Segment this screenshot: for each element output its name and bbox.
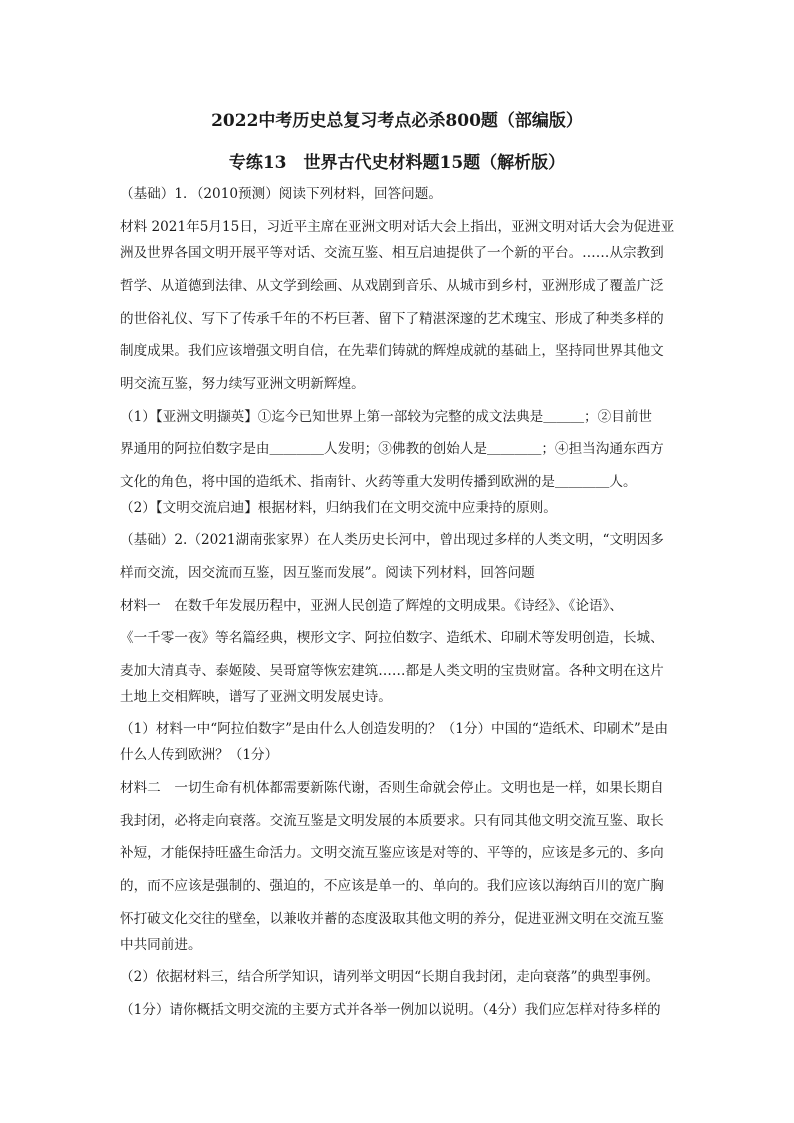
question-2-part-1: （1）材料一中“阿拉伯数字”是由什么人创造发明的？（1分）中国的“造纸术、印刷术”是由 [120, 721, 669, 737]
question-1-part-2: （2）【文明交流启迪】根据材料，归纳我们在文明交流中应秉持的原则。 [120, 500, 557, 516]
question-1-header: （基础）1．（2010预测）阅读下列材料，回答问题。 [120, 186, 442, 202]
question-2-part-2: （2）依据材料三，结合所学知识，请列举文明因“长期自我封闭，走向衰落”的典型事例。 [120, 969, 660, 985]
question-2-header: （基础）2.（2021湖南张家界）在人类历史长河中，曾出现过多样的人类文明，“文明因多 [120, 532, 664, 548]
text-line: 文化的角色，将中国的造纸术、指南针、火药等重大发明传播到欧洲的是＿＿＿＿人。 [120, 474, 637, 490]
text-line: 界通用的阿拉伯数字是由＿＿＿＿人发明；③佛教的创始人是＿＿＿＿；④担当沟通东西方 [120, 441, 664, 457]
text-line: 明交流互鉴，努力续写亚洲文明新辉煌。 [120, 376, 365, 392]
text-line: 洲及世界各国文明开展平等对话、交流互鉴、相互启迪提供了一个新的平台。……从宗教到 [120, 245, 664, 261]
text-line: 哲学、从道德到法律、从文学到绘画、从戏剧到音乐、从城市到乡村，亚洲形成了覆盖广泛 [120, 278, 664, 294]
document-subtitle: 专练13 世界古代史材料题15题（解析版） [228, 153, 566, 173]
text-line: 《一千零一夜》等名篇经典，楔形文字、阿拉伯数字、造纸术、印刷术等发明创造，长城、 [120, 630, 664, 646]
document-title: 2022中考历史总复习考点必杀800题（部编版） [211, 111, 583, 131]
text-line: 土地上交相辉映，谱写了亚洲文明发展史诗。 [120, 689, 392, 705]
text-line: 的，而不应该是强制的、强迫的，不应该是单一的、单向的。我们应该以海纳百川的宽广胸 [120, 878, 664, 894]
text-line: 中共同前进。 [120, 937, 202, 953]
material-1: 材料一 在数千年发展历程中，亚洲人民创造了辉煌的文明成果。《诗经》、《论语》、 [120, 598, 623, 614]
text-line: 的世俗礼仪、写下了传承千年的不朽巨著、留下了精湛深邃的艺术瑰宝、形成了种类多样的 [120, 311, 664, 327]
text-line: 样而交流，因交流而互鉴，因互鉴而发展”。阅读下列材料，回答问题 [120, 565, 535, 581]
question-1-part-1: （1）【亚洲文明撷英】①迄今已知世界上第一部较为完整的成文法典是＿＿＿；②目前世 [120, 409, 653, 425]
text-line: 材料 2021年5月15日，习近平主席在亚洲文明对话大会上指出，亚洲文明对话大会为促进亚 [120, 219, 675, 235]
text-line: （1分）请你概括文明交流的主要方式并各举一例加以说明。（4分）我们应怎样对待多样的 [120, 1002, 661, 1018]
text-line: 制度成果。我们应该增强文明自信，在先辈们铸就的辉煌成就的基础上，坚持同世界其他文 [120, 343, 664, 359]
material-2: 材料二 一切生命有机体都需要新陈代谢，否则生命就会停止。文明也是一样，如果长期自 [120, 780, 664, 796]
text-line: 我封闭，必将走向衰落。交流互鉴是文明发展的本质要求。只有同其他文明交流互鉴、取长 [120, 813, 664, 829]
text-line: 补短，才能保持旺盛生命活力。文明交流互鉴应该是对等的、平等的，应该是多元的、多向 [120, 845, 664, 861]
text-line: 怀打破文化交往的壁垒，以兼收并蓄的态度汲取其他文明的养分，促进亚洲文明在交流互鉴 [120, 911, 664, 927]
text-line: 麦加大清真寺、泰姬陵、吴哥窟等恢宏建筑……都是人类文明的宝贵财富。各种文明在这片 [120, 663, 664, 679]
text-line: 什么人传到欧洲？（1分） [120, 747, 279, 763]
